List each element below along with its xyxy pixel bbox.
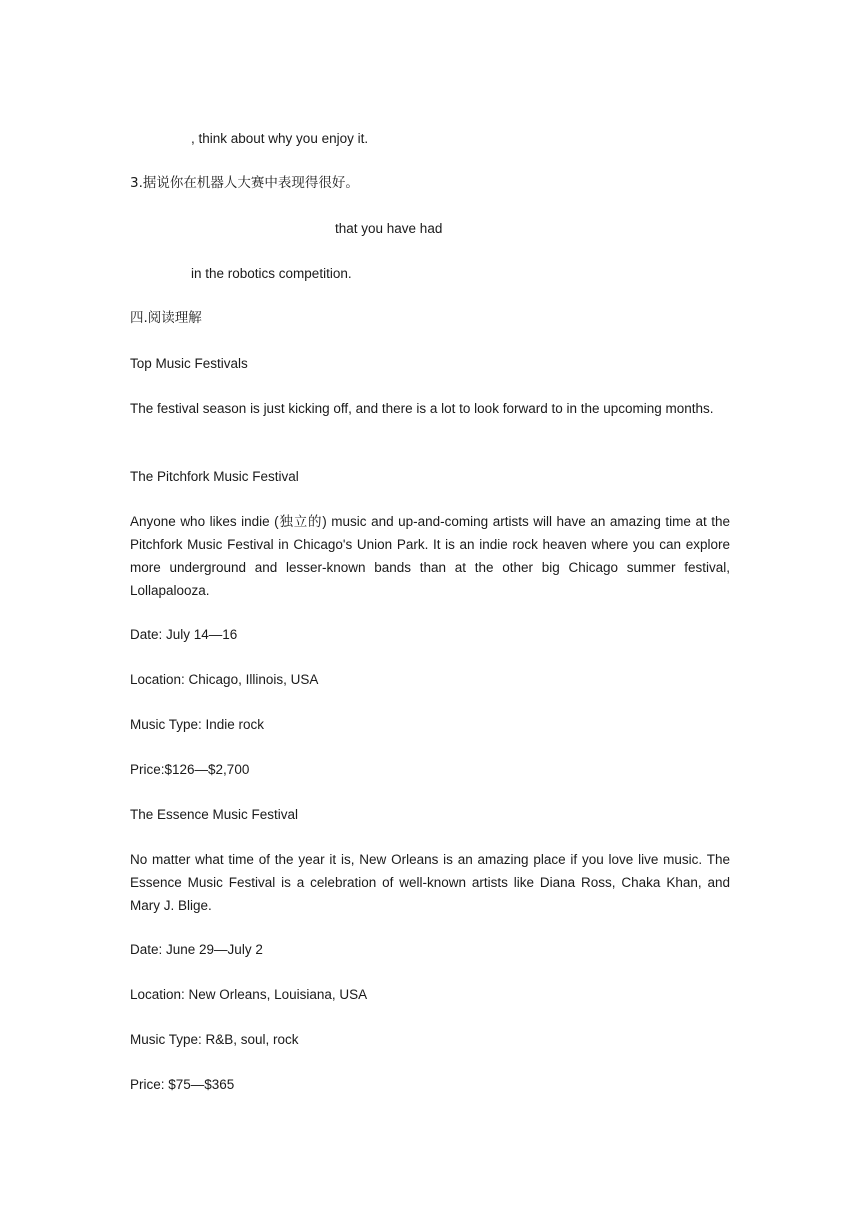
exercise-3-prompt: 3.据说你在机器人大赛中表现得很好。 [130, 175, 359, 191]
article-title: Top Music Festivals [130, 356, 248, 371]
festival-1-date: Date: July 14—16 [130, 627, 238, 642]
festival-1-music-type: Music Type: Indie rock [130, 717, 265, 732]
article-intro: The festival season is just kicking off, and there is a lot to look forward to in the upcoming months. [130, 401, 714, 416]
section-heading: 四.阅读理解 [130, 310, 202, 326]
festival-2-date: Date: June 29—July 2 [130, 942, 263, 957]
festival-1-description: Anyone who likes indie (独立的) music and up-and-coming artists will have an amazing time at the Pitchfork Music Festival in Chicago's Union Park. It is an indie rock heaven where you can explore more underground and lesser-known bands than at the other big Chicago summer festival, Lollapalooza. [130, 514, 730, 598]
exercise-3-line-2: in the robotics competition. [191, 266, 352, 281]
exercise-line-2-continuation: , think about why you enjoy it. [191, 131, 369, 146]
festival-2-location: Location: New Orleans, Louisiana, USA [130, 987, 368, 1002]
festival-1-name: The Pitchfork Music Festival [130, 469, 299, 484]
festival-2-name: The Essence Music Festival [130, 807, 299, 822]
exercise-3-line-1: that you have had [335, 221, 443, 236]
festival-1-location: Location: Chicago, Illinois, USA [130, 672, 319, 687]
festival-1-price: Price:$126—$2,700 [130, 762, 250, 777]
festival-2-description: No matter what time of the year it is, New Orleans is an amazing place if you love live music. The Essence Music Festival is a celebration of well-known artists like Diana Ross, Chaka Khan, and Mary J. Blige. [130, 852, 730, 913]
festival-2-price: Price: $75—$365 [130, 1077, 235, 1092]
festival-2-music-type: Music Type: R&B, soul, rock [130, 1032, 299, 1047]
